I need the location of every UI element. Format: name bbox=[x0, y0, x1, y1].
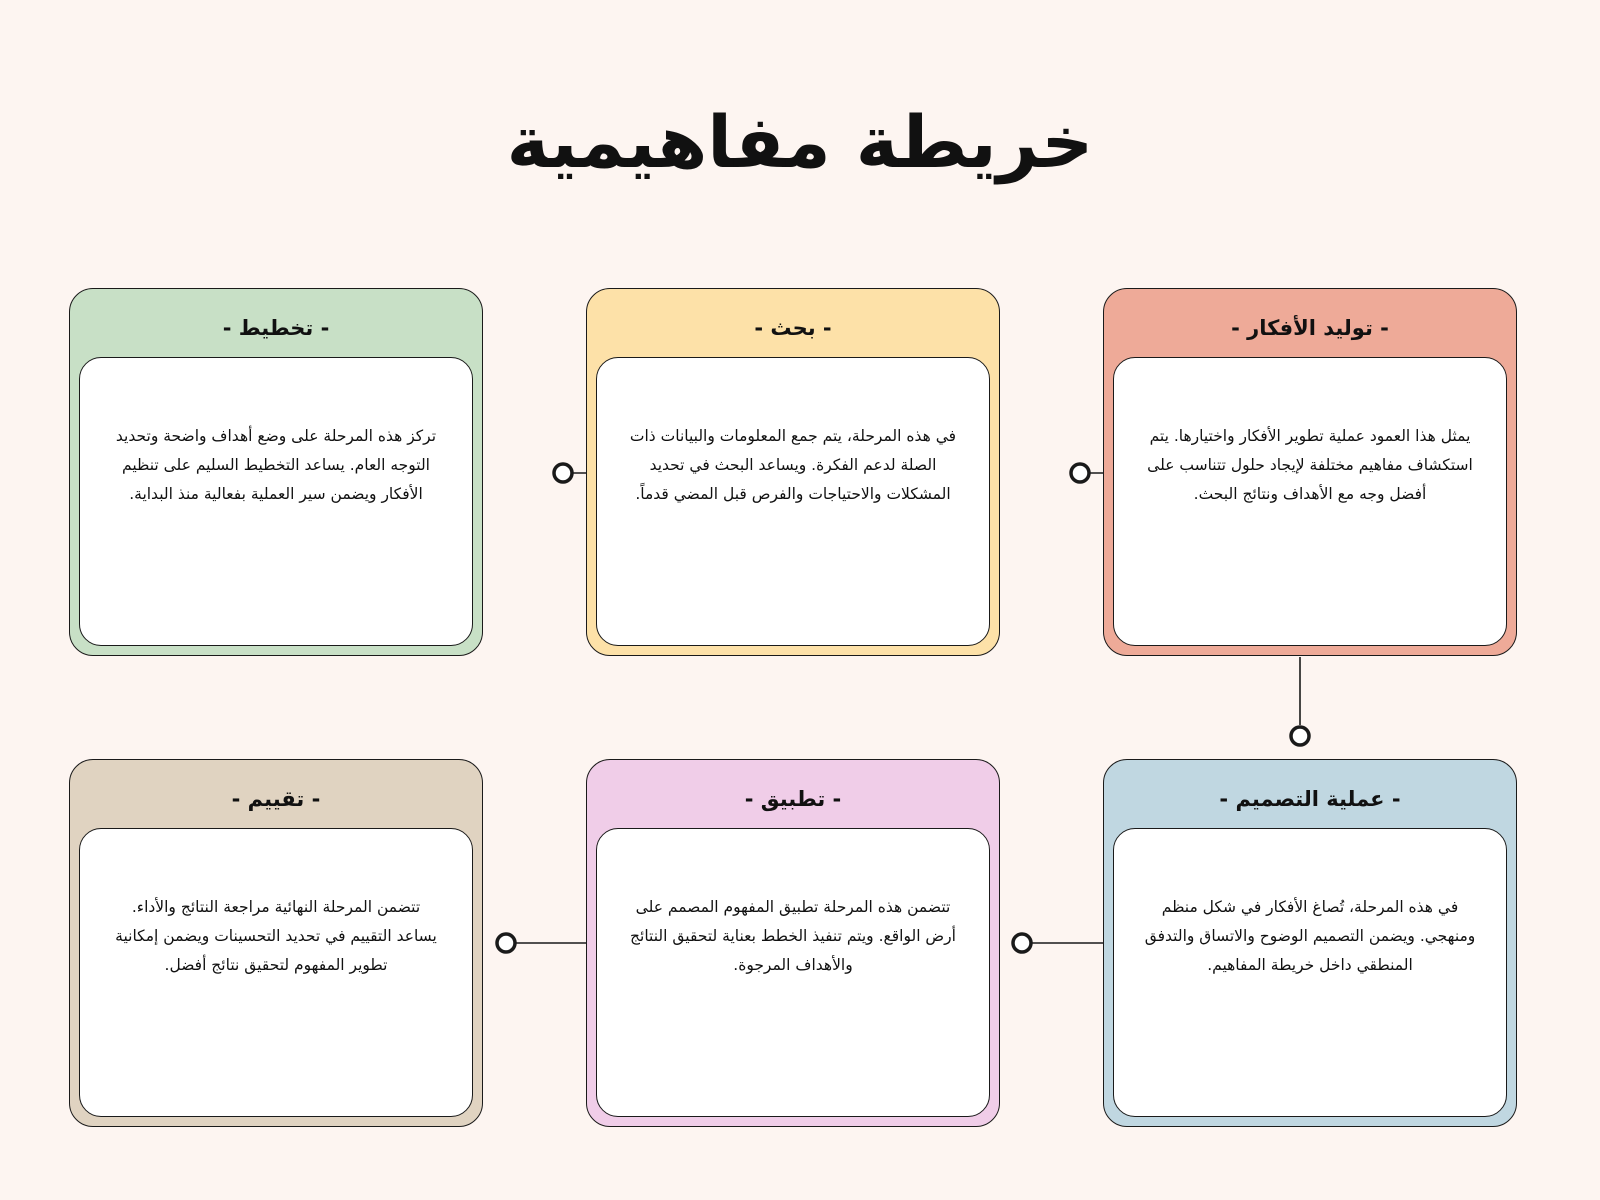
connector-node-idea-design bbox=[1291, 727, 1309, 745]
card-description: تتضمن المرحلة النهائية مراجعة النتائج والأداء. يساعد التقييم في تحديد التحسينات ويضمن إمكانية تطوير المفهوم لتحقيق نتائج أفضل. bbox=[79, 828, 473, 1117]
card-description: في هذه المرحلة، تُصاغ الأفكار في شكل منظم ومنهجي. ويضمن التصميم الوضوح والاتساق والتدفق المنطقي داخل خريطة المفاهيم. bbox=[1113, 828, 1507, 1117]
card-heading: - تخطيط - bbox=[222, 316, 330, 340]
card-design-process bbox=[1103, 759, 1517, 1127]
page-title: خريطة مفاهيمية bbox=[506, 100, 1094, 184]
connector-node-design-application bbox=[1013, 934, 1031, 952]
card-planning bbox=[69, 288, 483, 656]
card-application bbox=[586, 759, 1000, 1127]
card-description: تتضمن هذه المرحلة تطبيق المفهوم المصمم على أرض الواقع. ويتم تنفيذ الخطط بعناية لتحقيق النتائج والأهداف المرجوة. bbox=[596, 828, 990, 1117]
connector-node-research-planning bbox=[554, 464, 572, 482]
card-heading: - تطبيق - bbox=[744, 787, 842, 811]
connector-node-idea-research bbox=[1071, 464, 1089, 482]
card-description: في هذه المرحلة، يتم جمع المعلومات والبيانات ذات الصلة لدعم الفكرة. ويساعد البحث في تحديد المشكلات والاحتياجات والفرص قبل المضي قدماً. bbox=[596, 357, 990, 646]
card-research bbox=[586, 288, 1000, 656]
connector-node-application-evaluation bbox=[497, 934, 515, 952]
card-heading: - توليد الأفكار - bbox=[1231, 316, 1389, 340]
card-description: تركز هذه المرحلة على وضع أهداف واضحة وتحديد التوجه العام. يساعد التخطيط السليم على تنظيم الأفكار ويضمن سير العملية بفعالية منذ البداية. bbox=[79, 357, 473, 646]
card-heading: - تقييم - bbox=[231, 787, 321, 811]
card-heading: - بحث - bbox=[754, 316, 832, 340]
card-idea-generation bbox=[1103, 288, 1517, 656]
card-description: يمثل هذا العمود عملية تطوير الأفكار واختيارها. يتم استكشاف مفاهيم مختلفة لإيجاد حلول تتناسب على أفضل وجه مع الأهداف ونتائج البحث. bbox=[1113, 357, 1507, 646]
card-evaluation bbox=[69, 759, 483, 1127]
card-heading: - عملية التصميم - bbox=[1219, 787, 1401, 811]
